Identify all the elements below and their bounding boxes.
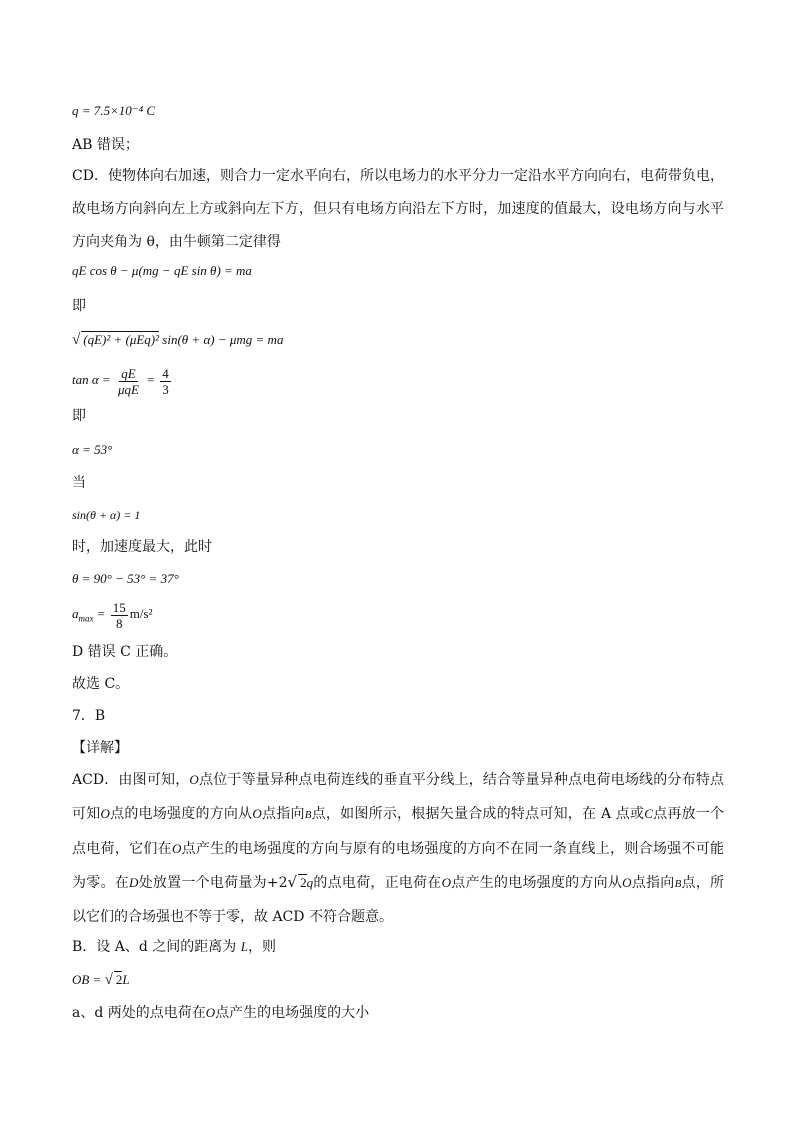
text-span: 点的电场强度的方向从 [109, 806, 253, 822]
text-line [72, 1003, 369, 1023]
equation-tan-alpha [72, 363, 173, 397]
text-span: ，则 [247, 939, 276, 955]
equation-theta-value [72, 569, 179, 589]
text-line [72, 473, 86, 493]
text-line [72, 642, 177, 662]
text-content: AB 错误； [72, 137, 139, 153]
text-content: 故选 C。 [72, 676, 130, 692]
equation-newton-second-law [72, 261, 252, 281]
equation-text: α = 53° [72, 442, 113, 457]
equation-text: sin(θ + α) = 1 [72, 508, 141, 522]
math-symbol: O [441, 875, 451, 890]
text-line [72, 296, 86, 316]
equation-text: tan α = [72, 372, 114, 387]
fraction-denominator: μqE [117, 381, 139, 397]
text-span: 点产生的电场强度的方向与原有的电场强度的方向不在同一条直线上，则合场强不可能为零。在 [72, 841, 725, 891]
unit-text: m/s² [129, 606, 153, 621]
fraction-numerator: 4 [162, 365, 169, 381]
math-symbol: O [100, 806, 110, 821]
text-content: D 错误 C 正确。 [72, 644, 178, 660]
sqrt-sign: √ [287, 873, 298, 891]
text-content: 即 [72, 298, 86, 314]
text-span: 点产生的电场强度的大小 [215, 1005, 370, 1021]
sqrt-sign: √ [72, 332, 81, 348]
math-symbol: B [304, 809, 312, 821]
equation-text: q = 7.5×10⁻⁴ C [72, 103, 156, 118]
text-span: 点，所以它们的合场强也不等于零，故 ACD 不符合题意。 [72, 875, 725, 925]
math-symbol: q [306, 875, 314, 890]
equation-text: OB = [72, 972, 105, 987]
text-content: 当 [72, 475, 86, 491]
equation-charge-value [72, 101, 155, 121]
text-content: 【详解】 [72, 740, 128, 756]
equation-alpha-value [72, 440, 112, 460]
text-content: 时，加速度最大，此时 [72, 539, 212, 555]
equation-text: qE cos θ − μ(mg − qE sin θ) = ma [72, 263, 252, 278]
equation-text: = [93, 606, 109, 621]
math-symbol: O [189, 772, 199, 787]
text-span: 点指向 [631, 875, 675, 891]
math-symbol: C [644, 806, 653, 821]
text-line [72, 135, 139, 155]
text-span: a、d 两处的点电荷在 [72, 1005, 206, 1021]
text-span: B．设 A、d 之间的距离为 [72, 939, 241, 955]
math-symbol: D [129, 875, 139, 890]
sqrt-content: (qE)² + (μEq)² [83, 332, 160, 347]
equation-text: sin(θ + α) − μmg = ma [159, 332, 284, 347]
equation-text: a [72, 606, 79, 621]
fraction [111, 600, 128, 631]
sqrt-content: 2 [115, 972, 123, 987]
fraction-numerator: qE [121, 365, 136, 381]
math-symbol: L [240, 939, 248, 954]
text-span: 点再放一个点电荷，它们在 [72, 806, 725, 857]
equation-combined-force [72, 330, 283, 350]
math-symbol: O [205, 1005, 216, 1020]
paragraph-acd-analysis [72, 763, 724, 934]
math-symbol: O [252, 806, 262, 821]
math-symbol: O [171, 841, 182, 856]
paragraph-cd-analysis [72, 160, 724, 259]
paragraph-text: CD．使物体向右加速，则合力一定水平向右，所以电场力的水平分力一定沿水平方向向右，电荷带负电，故电场方向斜向左上方或斜向左下方，但只有电场方向沿左下方时，加速度的值最大，设电场方向与水平方向夹角为 θ，由牛顿第二定律得 [72, 168, 724, 250]
text-line [72, 937, 276, 957]
fraction-denominator: 3 [162, 381, 169, 397]
text-line [72, 674, 129, 694]
equation-ob-length [72, 970, 130, 990]
equation-sin-condition [72, 505, 140, 525]
equation-max-acceleration [72, 596, 152, 637]
equation-text: L [122, 972, 130, 987]
section-heading-detail [72, 738, 128, 758]
equation-text: θ = 90° − 53° = 37° [72, 571, 179, 586]
question-number [72, 706, 105, 726]
text-span: 点，如图所示，根据矢量合成的特点可知，在 A 点或 [311, 806, 645, 822]
text-span: 的点电荷，正电荷在 [313, 875, 442, 891]
text-line [72, 537, 212, 557]
sqrt-content: 2 [300, 875, 307, 890]
text-line [72, 406, 86, 426]
text-span: ACD．由图可知， [72, 772, 190, 788]
sqrt-sign: √ [104, 972, 113, 988]
fraction-denominator: 8 [116, 615, 123, 631]
math-symbol: B [674, 878, 682, 890]
fraction [160, 366, 171, 397]
text-content: 7．B [72, 708, 106, 724]
fraction [116, 366, 141, 397]
text-span: 点指向 [261, 806, 305, 822]
fraction-numerator: 15 [112, 599, 126, 615]
text-span: 点产生的电场强度的方向从 [450, 875, 623, 891]
subscript: max [78, 613, 94, 624]
text-span: 处放置一个电荷量为+2 [138, 875, 288, 891]
text-content: 即 [72, 408, 86, 424]
equation-text: = [142, 372, 159, 387]
text-span: 点位于等量异种点电荷连线的垂直平分线上，结合等量异种点电荷电场线的分布特点可知 [72, 772, 725, 822]
math-symbol: O [622, 875, 632, 890]
